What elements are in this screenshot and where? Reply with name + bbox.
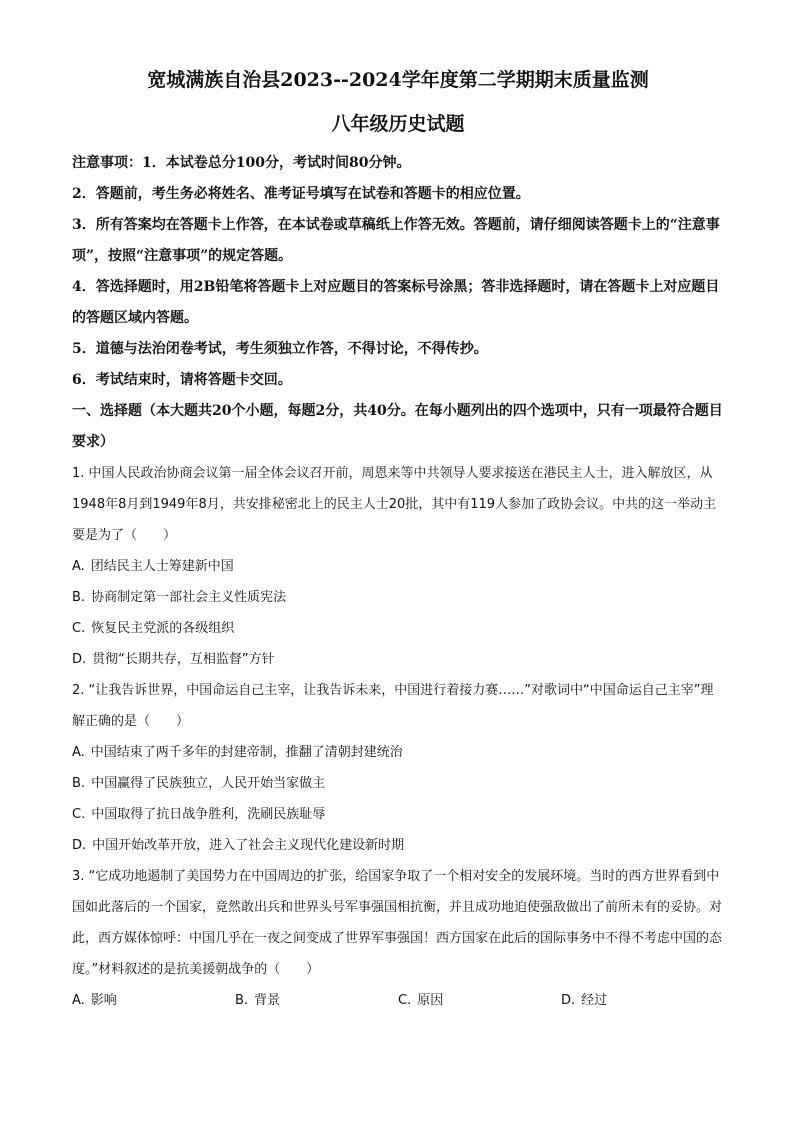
option-text: 恢复民主党派的各级组织 bbox=[91, 621, 235, 636]
option-letter: C. bbox=[398, 993, 412, 1008]
option-b[interactable] bbox=[72, 582, 724, 613]
question-3 bbox=[72, 861, 724, 1016]
option-d[interactable] bbox=[561, 985, 724, 1016]
note-item: 2．答题前，考生务必将姓名、准考证号填写在试卷和答题卡的相应位置。 bbox=[72, 186, 530, 202]
exam-notes bbox=[72, 148, 724, 396]
option-b[interactable] bbox=[72, 768, 724, 799]
exam-page bbox=[72, 62, 724, 1016]
option-text: 背景 bbox=[254, 993, 281, 1008]
note-item: 4．答选择题时，用2B铅笔将答题卡上对应题目的答案标号涂黑；答非选择题时，请在答题卡上对应题目的答题区域内答题。 bbox=[72, 279, 720, 326]
option-letter: B. bbox=[72, 776, 86, 791]
option-text: 中国结束了两千多年的封建帝制，推翻了清朝封建统治 bbox=[90, 745, 403, 760]
option-d[interactable] bbox=[72, 830, 724, 861]
question-stem: 3. “它成功地遏制了美国势力在中国周边的扩张，给国家争取了一个相对安全的发展环境。当时的西方世界看到中国如此落后的一个国家，竟然敢出兵和世界头号军事强国相抗衡，并且成功地迫使强敌做出了前所未有的妥协。对此，西方媒体惊呼：中国几乎在一夜之间变成了世界军事强国！西方国家在此后的国际事务中不得不考虑中国的态度。”材料叙述的是抗美援朝战争的（ ） bbox=[72, 869, 723, 977]
option-c[interactable] bbox=[72, 799, 724, 830]
section-heading: 一、选择题（本大题共20个小题，每题2分，共40分。在每小题列出的四个选项中，只有一项最符合题目要求） bbox=[72, 403, 723, 450]
option-b[interactable] bbox=[235, 985, 398, 1016]
option-c[interactable] bbox=[72, 613, 724, 644]
option-text: 协商制定第一部社会主义性质宪法 bbox=[91, 590, 287, 605]
option-text: 中国取得了抗日战争胜利，洗刷民族耻辱 bbox=[91, 807, 326, 822]
option-letter: D. bbox=[561, 993, 576, 1008]
option-letter: A. bbox=[72, 993, 85, 1008]
exam-title: 宽城满族自治县2023--2024学年度第二学期期末质量监测 bbox=[147, 69, 649, 91]
option-text: 原因 bbox=[417, 993, 444, 1008]
option-letter: A. bbox=[72, 745, 85, 760]
option-text: 团结民主人士筹建新中国 bbox=[90, 559, 234, 574]
option-text: 中国开始改革开放，进入了社会主义现代化建设新时期 bbox=[92, 838, 405, 853]
option-d[interactable] bbox=[72, 644, 724, 675]
note-item: 6．考试结束时，请将答题卡交回。 bbox=[72, 372, 292, 388]
option-letter: D. bbox=[72, 652, 87, 667]
note-item: 注意事项：1．本试卷总分100分，考试时间80分钟。 bbox=[72, 155, 411, 171]
question-2 bbox=[72, 675, 724, 861]
exam-subtitle: 八年级历史试题 bbox=[331, 113, 465, 135]
question-stem: 1. 中国人民政治协商会议第一届全体会议召开前，周恩来等中共领导人要求接送在港民主人士，进入解放区，从1948年8月到1949年8月，共安排秘密北上的民主人士20批，其中有119人参加了政协会议。中共的这一举动主要是为了（ ） bbox=[72, 466, 717, 543]
option-a[interactable] bbox=[72, 737, 724, 768]
option-row bbox=[72, 985, 724, 1016]
option-letter: A. bbox=[72, 559, 85, 574]
option-letter: C. bbox=[72, 807, 86, 822]
option-letter: B. bbox=[235, 993, 249, 1008]
option-letter: C. bbox=[72, 621, 86, 636]
note-item: 3．所有答案均在答题卡上作答，在本试卷或草稿纸上作答无效。答题前，请仔细阅读答题卡上的“注意事项”，按照“注意事项”的规定答题。 bbox=[72, 217, 720, 264]
question-stem: 2. “让我告诉世界，中国命运自己主宰，让我告诉未来，中国进行着接力赛……”对歌词中“中国命运自己主宰”理解正确的是（ ） bbox=[72, 683, 714, 729]
option-letter: B. bbox=[72, 590, 86, 605]
option-text: 中国赢得了民族独立，人民开始当家做主 bbox=[91, 776, 326, 791]
option-c[interactable] bbox=[398, 985, 561, 1016]
option-text: 经过 bbox=[581, 993, 608, 1008]
question-1 bbox=[72, 458, 724, 675]
option-letter: D. bbox=[72, 838, 87, 853]
option-text: 影响 bbox=[90, 993, 117, 1008]
note-item: 5．道德与法治闭卷考试，考生须独立作答，不得讨论，不得传抄。 bbox=[72, 341, 488, 357]
option-a[interactable] bbox=[72, 551, 724, 582]
option-a[interactable] bbox=[72, 985, 235, 1016]
option-text: 贯彻“长期共存，互相监督”方针 bbox=[92, 652, 275, 667]
